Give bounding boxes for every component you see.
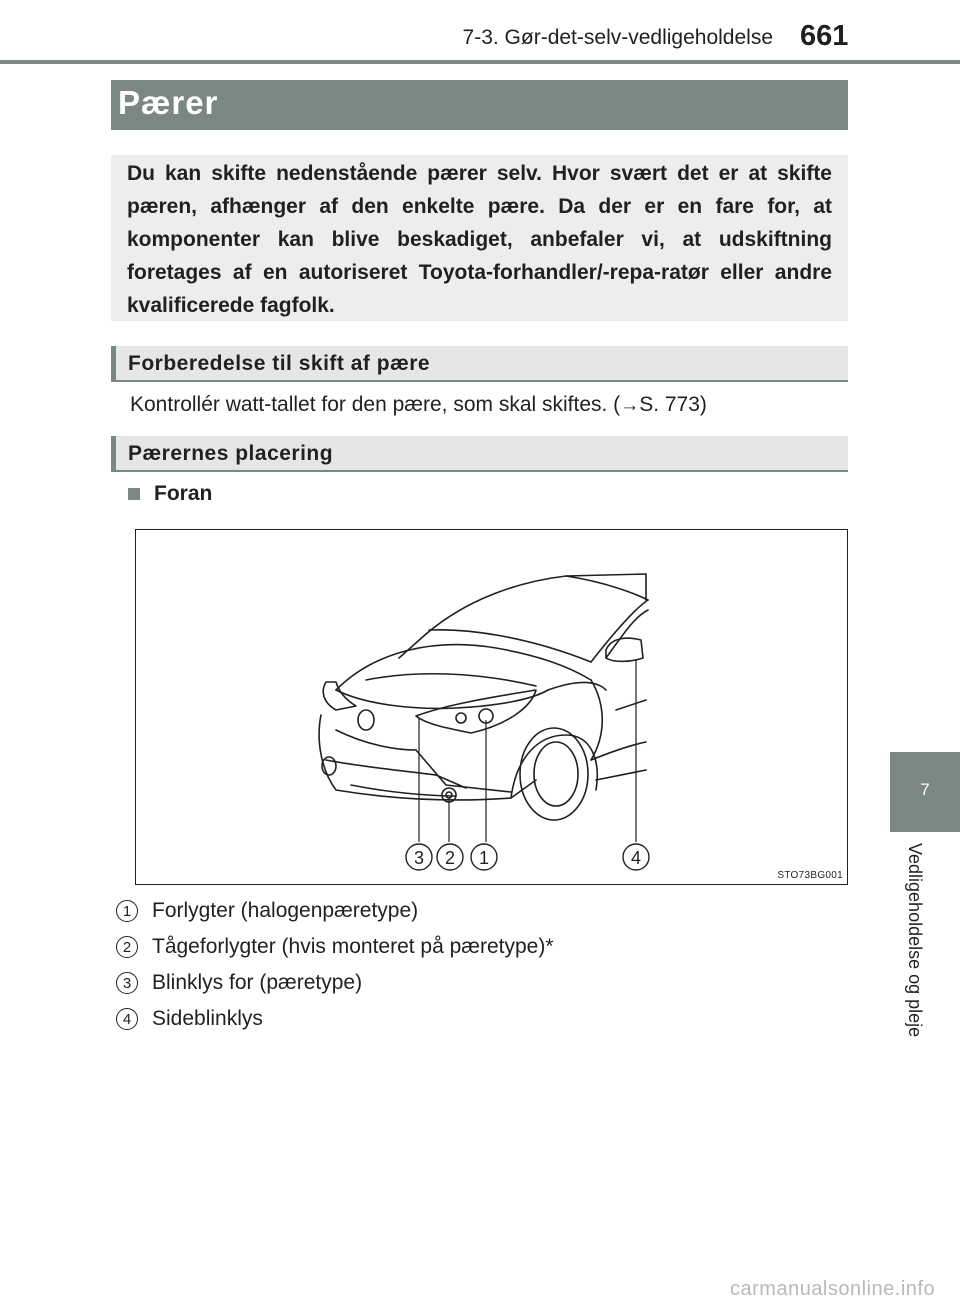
title-bar <box>111 80 848 130</box>
legend-number-badge: 2 <box>116 936 138 958</box>
callout-3: 3 <box>413 848 425 868</box>
running-header-section: 7-3. Gør-det-selv-vedligeholdelse <box>462 26 773 49</box>
legend-number-badge: 1 <box>116 900 138 922</box>
legend-item <box>116 934 554 960</box>
page-reference-link[interactable]: S. 773) <box>639 393 707 416</box>
legend-text: Forlygter (halogenpæretype) <box>152 899 419 922</box>
figure-code: STO73BG001 <box>777 870 843 881</box>
legend-item <box>116 970 362 996</box>
page-number: 661 <box>800 20 849 52</box>
car-front-illustration <box>136 530 847 884</box>
car-front-figure <box>135 529 848 885</box>
subheading-front-text: Foran <box>154 482 213 505</box>
reference-arrow-icon: → <box>620 395 640 416</box>
intro-box <box>111 155 848 321</box>
callout-1: 1 <box>478 848 490 868</box>
header-divider <box>0 60 960 64</box>
legend-number-badge: 3 <box>116 972 138 994</box>
section-heading-location <box>111 436 848 472</box>
callout-4: 4 <box>630 848 642 868</box>
section-heading-prep-text: Forberedelse til skift af pære <box>128 352 431 375</box>
legend-text: Tågeforlygter (hvis monteret på pæretype)* <box>152 935 554 958</box>
chapter-number: 7 <box>920 780 930 799</box>
legend-text: Sideblinklys <box>152 1007 263 1030</box>
chapter-label: Vedligeholdelse og pleje <box>905 843 925 1038</box>
prep-text: Kontrollér watt-tallet for den pære, som skal skiftes. ( <box>130 393 621 416</box>
legend-item <box>116 1006 263 1032</box>
legend-number-badge: 4 <box>116 1008 138 1030</box>
legend-item <box>116 898 418 924</box>
square-bullet-icon <box>128 488 140 500</box>
section-heading-prep <box>111 346 848 382</box>
intro-text: Du kan skifte nedenstående pærer selv. Hvor svært det er at skifte pæren, afhænger af den enkelte pære. Da der er en fare for, at komponenter kan blive beskadiget, anbefaler vi, at udskiftning foretages af en autoriseret Toyota-forhandler/-repa-ratør eller andre kvalificerede fagfolk. <box>127 162 832 317</box>
legend-text: Blinklys for (pæretype) <box>152 971 363 994</box>
heading-accent <box>111 436 116 470</box>
callout-2: 2 <box>444 848 456 868</box>
prep-instruction <box>130 393 707 417</box>
section-heading-location-text: Pærernes placering <box>128 442 334 465</box>
page-title: Pærer <box>118 84 219 121</box>
chapter-tab[interactable] <box>890 752 960 832</box>
heading-accent <box>111 346 116 380</box>
watermark: carmanualsonline.info <box>730 1278 936 1300</box>
subheading-front <box>128 482 212 506</box>
